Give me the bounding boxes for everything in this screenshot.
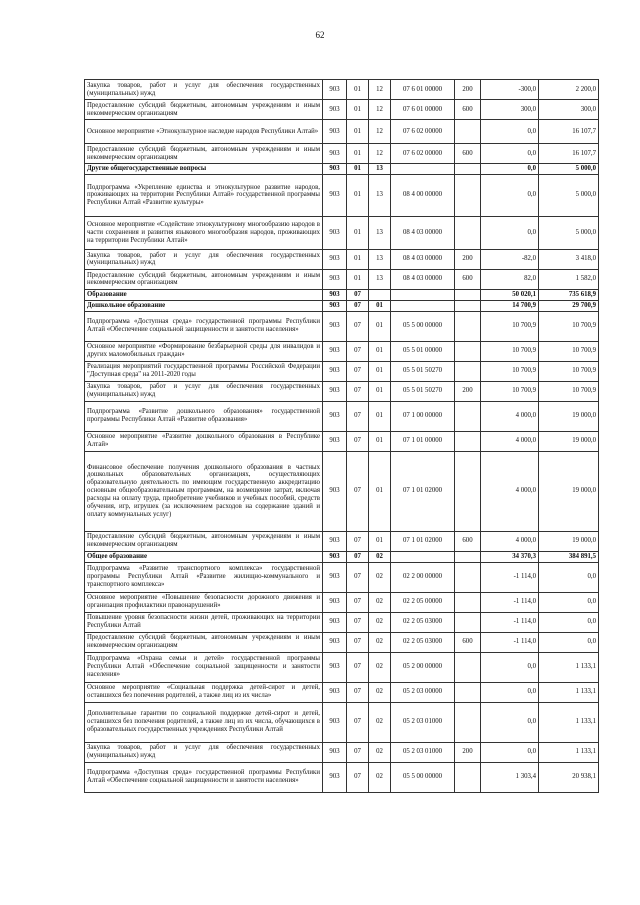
subsection-code: 02 [369, 592, 391, 612]
expense-type-code [455, 361, 481, 381]
amount-change: 10 700,9 [481, 311, 539, 341]
subsection-code: 13 [369, 249, 391, 269]
dept-code: 903 [323, 300, 347, 311]
section-code: 07 [347, 742, 369, 762]
amount-total: 10 700,9 [539, 361, 599, 381]
amount-total: 3 418,0 [539, 249, 599, 269]
row-name: Подпрограмма «Укрепление единства и этнокультурное развитие народов, проживающих на территории Республики Алтай» государственной программы Республики Алтай «Развитие культуры» [85, 174, 323, 216]
amount-change: -300,0 [481, 80, 539, 100]
amount-change: 300,0 [481, 100, 539, 120]
target-article-code [391, 164, 455, 175]
expense-type-code [455, 216, 481, 249]
table-row [85, 100, 599, 120]
dept-code: 903 [323, 120, 347, 144]
amount-change: 0,0 [481, 702, 539, 742]
expense-type-code [455, 289, 481, 300]
table-row [85, 381, 599, 401]
dept-code: 903 [323, 632, 347, 652]
row-name: Образование [85, 289, 323, 300]
amount-change: 10 700,9 [481, 361, 539, 381]
target-article-code: 05 5 01 50270 [391, 361, 455, 381]
target-article-code: 05 5 00 00000 [391, 311, 455, 341]
expense-type-code [455, 311, 481, 341]
section-code: 07 [347, 451, 369, 531]
row-name: Подпрограмма «Развитие транспортного комплекса» государственной программы Республики Алтай «Развитие жилищно-коммунального и транспортного комплекса» [85, 562, 323, 592]
expense-type-code: 200 [455, 249, 481, 269]
row-name: Подпрограмма «Доступная среда» государственной программы Республики Алтай «Обеспечение социальной защищенности и занятости населения» [85, 311, 323, 341]
subsection-code: 01 [369, 401, 391, 431]
subsection-code: 13 [369, 269, 391, 289]
target-article-code: 07 6 02 00000 [391, 144, 455, 164]
amount-total: 19 000,0 [539, 531, 599, 551]
amount-total: 0,0 [539, 612, 599, 632]
table-row [85, 612, 599, 632]
amount-change: -1 114,0 [481, 632, 539, 652]
dept-code: 903 [323, 80, 347, 100]
target-article-code: 07 6 01 00000 [391, 100, 455, 120]
subsection-code: 01 [369, 381, 391, 401]
target-article-code: 02 2 00 00000 [391, 562, 455, 592]
row-name: Подпрограмма «Доступная среда» государственной программы Республики Алтай «Обеспечение социальной защищенности и занятости населения» [85, 762, 323, 792]
expense-type-code [455, 682, 481, 702]
dept-code: 903 [323, 431, 347, 451]
section-code: 07 [347, 632, 369, 652]
dept-code: 903 [323, 289, 347, 300]
amount-total: 2 200,0 [539, 80, 599, 100]
expense-type-code [455, 551, 481, 562]
amount-change: 0,0 [481, 164, 539, 175]
amount-total: 20 938,1 [539, 762, 599, 792]
amount-total: 19 000,0 [539, 451, 599, 531]
target-article-code: 07 1 00 00000 [391, 401, 455, 431]
amount-total: 19 000,0 [539, 401, 599, 431]
expense-type-code: 200 [455, 742, 481, 762]
row-name: Подпрограмма «Развитие дошкольного образования» государственной программы Республики Алтай «Развитие образования» [85, 401, 323, 431]
section-code: 07 [347, 592, 369, 612]
subsection-code: 02 [369, 562, 391, 592]
section-code: 01 [347, 164, 369, 175]
target-article-code: 02 2 05 03000 [391, 612, 455, 632]
expense-type-code [455, 451, 481, 531]
target-article-code: 08 4 03 00000 [391, 249, 455, 269]
expense-type-code [455, 120, 481, 144]
section-code: 07 [347, 562, 369, 592]
subsection-code: 13 [369, 216, 391, 249]
amount-total: 10 700,9 [539, 341, 599, 361]
row-name: Предоставление субсидий бюджетным, автономным учреждениям и иным некоммерческим организациям [85, 144, 323, 164]
target-article-code: 05 5 01 00000 [391, 341, 455, 361]
section-code: 07 [347, 531, 369, 551]
target-article-code: 07 1 01 02000 [391, 531, 455, 551]
target-article-code: 05 2 00 00000 [391, 652, 455, 682]
section-code: 07 [347, 702, 369, 742]
subsection-code: 02 [369, 551, 391, 562]
subsection-code: 01 [369, 451, 391, 531]
amount-change: 34 370,3 [481, 551, 539, 562]
subsection-code: 12 [369, 80, 391, 100]
expense-type-code [455, 174, 481, 216]
row-name: Основное мероприятие «Развитие дошкольного образования в Республике Алтай» [85, 431, 323, 451]
row-name: Закупка товаров, работ и услуг для обеспечения государственных (муниципальных) нужд [85, 381, 323, 401]
subsection-code: 01 [369, 300, 391, 311]
expense-type-code: 200 [455, 80, 481, 100]
section-code: 01 [347, 144, 369, 164]
table-row [85, 551, 599, 562]
dept-code: 903 [323, 164, 347, 175]
dept-code: 903 [323, 652, 347, 682]
subsection-code: 13 [369, 174, 391, 216]
expense-type-code [455, 341, 481, 361]
amount-change: 0,0 [481, 682, 539, 702]
dept-code: 903 [323, 682, 347, 702]
target-article-code: 05 5 01 50270 [391, 381, 455, 401]
amount-change: 50 020,1 [481, 289, 539, 300]
table-row [85, 592, 599, 612]
subsection-code: 01 [369, 361, 391, 381]
dept-code: 903 [323, 100, 347, 120]
dept-code: 903 [323, 762, 347, 792]
expense-type-code [455, 431, 481, 451]
row-name: Закупка товаров, работ и услуг для обеспечения государственных (муниципальных) нужд [85, 742, 323, 762]
dept-code: 903 [323, 612, 347, 632]
amount-change: 1 303,4 [481, 762, 539, 792]
amount-total: 1 133,1 [539, 742, 599, 762]
target-article-code: 07 6 02 00000 [391, 120, 455, 144]
table-row [85, 120, 599, 144]
dept-code: 903 [323, 249, 347, 269]
row-name: Предоставление субсидий бюджетным, автономным учреждениям и иным некоммерческим организациям [85, 100, 323, 120]
section-code: 07 [347, 300, 369, 311]
dept-code: 903 [323, 451, 347, 531]
amount-change: -1 114,0 [481, 562, 539, 592]
target-article-code: 07 1 01 02000 [391, 451, 455, 531]
row-name: Предоставление субсидий бюджетным, автономным учреждениям и иным некоммерческим организациям [85, 269, 323, 289]
dept-code: 903 [323, 381, 347, 401]
amount-total: 1 133,1 [539, 702, 599, 742]
row-name: Финансовое обеспечение получения дошкольного образования в частных дошкольных образовательных организациях, осуществляющих образовательную деятельность по имеющим государственную аккредитацию основным общеобразовательным программам, на возмещение затрат, включая расходы на оплату труда, приобретение учебников и учебных пособий, средств обучения, игр, игрушек (за исключением расходов на содержание зданий и оплату коммунальных услуг) [85, 451, 323, 531]
subsection-code: 12 [369, 100, 391, 120]
table-row [85, 431, 599, 451]
dept-code: 903 [323, 562, 347, 592]
row-name: Закупка товаров, работ и услуг для обеспечения государственных (муниципальных) нужд [85, 249, 323, 269]
amount-total: 16 107,7 [539, 144, 599, 164]
target-article-code: 05 5 00 00000 [391, 762, 455, 792]
budget-table [84, 79, 599, 793]
amount-change: -1 114,0 [481, 612, 539, 632]
table-row [85, 249, 599, 269]
amount-total: 10 700,9 [539, 381, 599, 401]
section-code: 01 [347, 269, 369, 289]
amount-total: 0,0 [539, 632, 599, 652]
row-name: Общее образование [85, 551, 323, 562]
table-row [85, 269, 599, 289]
table-row [85, 702, 599, 742]
amount-change: 10 700,9 [481, 381, 539, 401]
target-article-code: 07 1 01 00000 [391, 431, 455, 451]
amount-total: 5 000,0 [539, 164, 599, 175]
row-name: Подпрограмма «Охрана семьи и детей» государственной программы Республики Алтай «Обеспечение социальной защищенности и занятости населения» [85, 652, 323, 682]
section-code: 07 [347, 551, 369, 562]
dept-code: 903 [323, 401, 347, 431]
section-code: 07 [347, 762, 369, 792]
amount-change: 4 000,0 [481, 451, 539, 531]
table-row [85, 216, 599, 249]
dept-code: 903 [323, 216, 347, 249]
table-row [85, 682, 599, 702]
table-row [85, 164, 599, 175]
dept-code: 903 [323, 174, 347, 216]
dept-code: 903 [323, 592, 347, 612]
amount-change: 0,0 [481, 144, 539, 164]
section-code: 07 [347, 431, 369, 451]
expense-type-code [455, 652, 481, 682]
target-article-code [391, 300, 455, 311]
expense-type-code: 600 [455, 269, 481, 289]
expense-type-code [455, 702, 481, 742]
amount-total: 1 582,0 [539, 269, 599, 289]
target-article-code [391, 551, 455, 562]
section-code: 07 [347, 612, 369, 632]
amount-change: 0,0 [481, 652, 539, 682]
dept-code: 903 [323, 311, 347, 341]
expense-type-code [455, 300, 481, 311]
row-name: Основное мероприятие «Содействие этнокультурному многообразию народов в части сохранения и развития языкового многообразия народов, проживающих на территории Республики Алтай» [85, 216, 323, 249]
amount-change: 4 000,0 [481, 431, 539, 451]
table-row [85, 562, 599, 592]
dept-code: 903 [323, 144, 347, 164]
amount-change: 0,0 [481, 120, 539, 144]
subsection-code: 02 [369, 742, 391, 762]
amount-change: 82,0 [481, 269, 539, 289]
table-row [85, 174, 599, 216]
section-code: 01 [347, 216, 369, 249]
table-row [85, 300, 599, 311]
section-code: 07 [347, 652, 369, 682]
amount-total: 19 000,0 [539, 431, 599, 451]
section-code: 07 [347, 289, 369, 300]
section-code: 01 [347, 174, 369, 216]
subsection-code [369, 289, 391, 300]
amount-change: -1 114,0 [481, 592, 539, 612]
row-name: Закупка товаров, работ и услуг для обеспечения государственных (муниципальных) нужд [85, 80, 323, 100]
target-article-code: 08 4 00 00000 [391, 174, 455, 216]
section-code: 07 [347, 311, 369, 341]
table-row [85, 341, 599, 361]
table-row [85, 652, 599, 682]
row-name: Дополнительные гарантии по социальной поддержке детей-сирот и детей, оставшихся без попечения родителей, а также лиц из их числа, обучающихся в образовательных государственных учреждениях Республики Алтай [85, 702, 323, 742]
section-code: 01 [347, 100, 369, 120]
dept-code: 903 [323, 702, 347, 742]
expense-type-code: 600 [455, 100, 481, 120]
section-code: 07 [347, 361, 369, 381]
expense-type-code: 600 [455, 632, 481, 652]
row-name: Предоставление субсидий бюджетным, автономным учреждениям и иным некоммерческим организациям [85, 531, 323, 551]
table-row [85, 401, 599, 431]
row-name: Повышение уровня безопасности жизни детей, проживающих на территории Республики Алтай [85, 612, 323, 632]
amount-change: 4 000,0 [481, 401, 539, 431]
expense-type-code: 600 [455, 144, 481, 164]
amount-total: 0,0 [539, 592, 599, 612]
target-article-code: 02 2 05 03000 [391, 632, 455, 652]
row-name: Основное мероприятие «Социальная поддержка детей-сирот и детей, оставшихся без попечения родителей, а также лиц из их числа» [85, 682, 323, 702]
dept-code: 903 [323, 361, 347, 381]
target-article-code: 05 2 03 01000 [391, 742, 455, 762]
table-row [85, 632, 599, 652]
target-article-code: 05 2 03 01000 [391, 702, 455, 742]
amount-total: 1 133,1 [539, 682, 599, 702]
expense-type-code [455, 612, 481, 632]
expense-type-code [455, 164, 481, 175]
target-article-code: 08 4 03 00000 [391, 216, 455, 249]
amount-change: 0,0 [481, 742, 539, 762]
section-code: 07 [347, 682, 369, 702]
subsection-code: 13 [369, 164, 391, 175]
target-article-code: 02 2 05 00000 [391, 592, 455, 612]
table-row [85, 289, 599, 300]
dept-code: 903 [323, 531, 347, 551]
amount-total: 1 133,1 [539, 652, 599, 682]
expense-type-code [455, 401, 481, 431]
section-code: 01 [347, 80, 369, 100]
row-name: Другие общегосударственные вопросы [85, 164, 323, 175]
amount-total: 10 700,9 [539, 311, 599, 341]
target-article-code [391, 289, 455, 300]
table-row [85, 80, 599, 100]
dept-code: 903 [323, 742, 347, 762]
table-row [85, 311, 599, 341]
target-article-code: 07 6 01 00000 [391, 80, 455, 100]
amount-total: 16 107,7 [539, 120, 599, 144]
subsection-code: 12 [369, 144, 391, 164]
subsection-code: 02 [369, 762, 391, 792]
amount-total: 735 618,9 [539, 289, 599, 300]
expense-type-code: 600 [455, 531, 481, 551]
subsection-code: 02 [369, 702, 391, 742]
table-row [85, 451, 599, 531]
row-name: Основное мероприятие «Повышение безопасности дорожного движения и организация профилактики правонарушений» [85, 592, 323, 612]
section-code: 07 [347, 381, 369, 401]
row-name: Основное мероприятие «Формирование безбарьерной среды для инвалидов и других маломобильных граждан» [85, 341, 323, 361]
section-code: 01 [347, 120, 369, 144]
subsection-code: 01 [369, 341, 391, 361]
section-code: 07 [347, 341, 369, 361]
amount-change: 0,0 [481, 174, 539, 216]
page-number: 62 [315, 30, 325, 40]
subsection-code: 01 [369, 311, 391, 341]
expense-type-code [455, 562, 481, 592]
amount-change: 0,0 [481, 216, 539, 249]
table-row [85, 742, 599, 762]
expense-type-code [455, 592, 481, 612]
target-article-code: 08 4 03 00000 [391, 269, 455, 289]
target-article-code: 05 2 03 00000 [391, 682, 455, 702]
subsection-code: 12 [369, 120, 391, 144]
expense-type-code [455, 762, 481, 792]
amount-total: 384 891,5 [539, 551, 599, 562]
amount-total: 5 000,0 [539, 216, 599, 249]
subsection-code: 01 [369, 531, 391, 551]
row-name: Реализация мероприятий государственной программы Российской Федерации "Доступная среда" на 2011-2020 годы [85, 361, 323, 381]
dept-code: 903 [323, 269, 347, 289]
dept-code: 903 [323, 551, 347, 562]
amount-change: 10 700,9 [481, 341, 539, 361]
dept-code: 903 [323, 341, 347, 361]
subsection-code: 02 [369, 612, 391, 632]
amount-change: -82,0 [481, 249, 539, 269]
table-row [85, 144, 599, 164]
row-name: Основное мероприятие «Этнокультурное наследие народов Республики Алтай» [85, 120, 323, 144]
section-code: 01 [347, 249, 369, 269]
amount-total: 0,0 [539, 562, 599, 592]
amount-change: 14 700,9 [481, 300, 539, 311]
subsection-code: 02 [369, 652, 391, 682]
table-row [85, 762, 599, 792]
subsection-code: 01 [369, 431, 391, 451]
amount-change: 4 000,0 [481, 531, 539, 551]
table-row [85, 361, 599, 381]
subsection-code: 02 [369, 682, 391, 702]
table-row [85, 531, 599, 551]
section-code: 07 [347, 401, 369, 431]
expense-type-code: 200 [455, 381, 481, 401]
amount-total: 5 000,0 [539, 174, 599, 216]
row-name: Дошкольное образование [85, 300, 323, 311]
row-name: Предоставление субсидий бюджетным, автономным учреждениям и иным некоммерческим организациям [85, 632, 323, 652]
amount-total: 300,0 [539, 100, 599, 120]
subsection-code: 02 [369, 632, 391, 652]
amount-total: 29 700,9 [539, 300, 599, 311]
